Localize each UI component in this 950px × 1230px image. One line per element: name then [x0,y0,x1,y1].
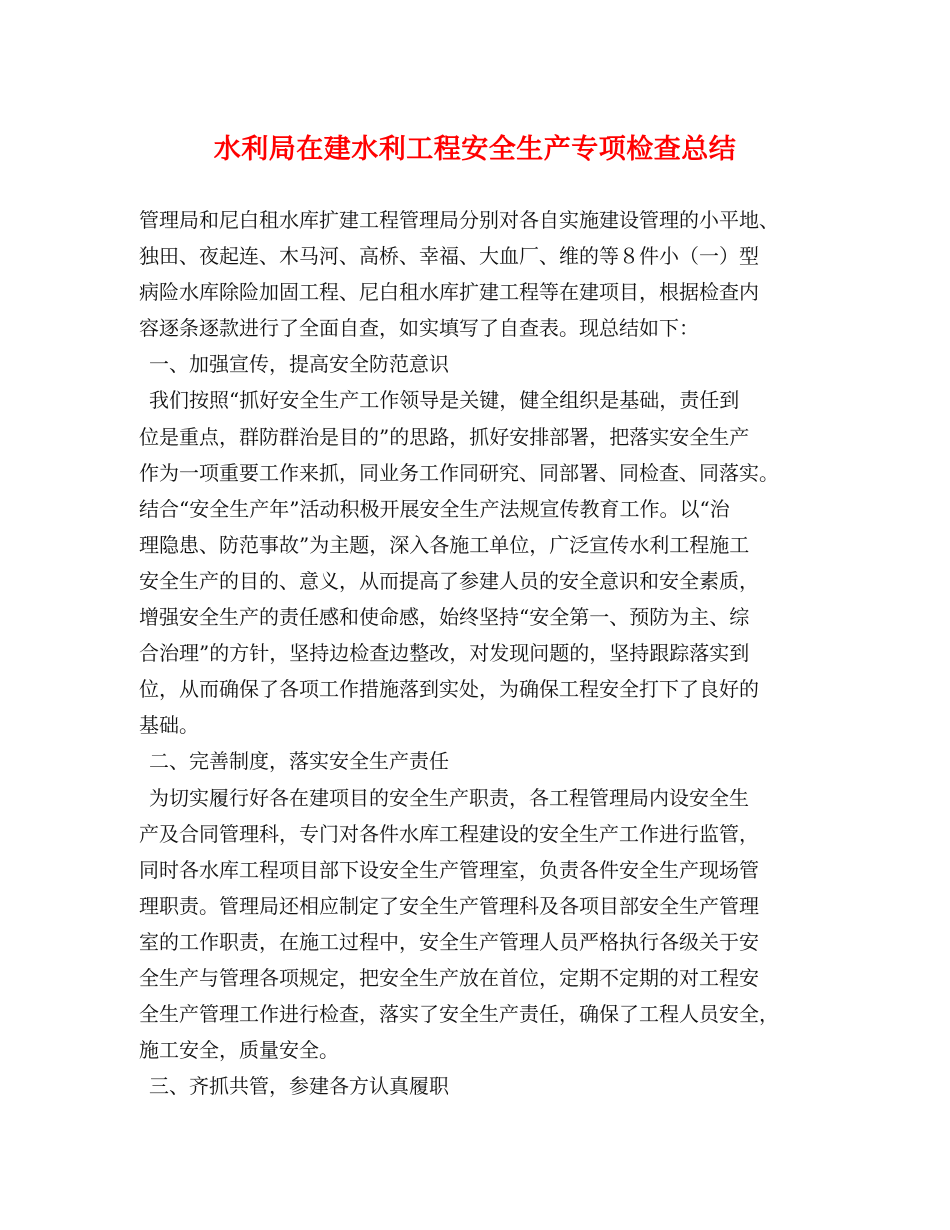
text-line: 增强安全生产的责任感和使命感，始终坚持“安全第一、预防为主、综 [139,605,750,630]
text-line: 独田、夜起连、木马河、高桥、幸福、大血厂、维的等８件小（一）型 [139,244,759,269]
text-line: 病险水库除险加固工程、尼白租水库扩建工程等在建项目，根据检查内 [139,280,759,305]
text-line: 二、完善制度，落实安全生产责任 [149,749,449,774]
text-line: 容逐条逐款进行了全面自查，如实填写了自查表。现总结如下： [139,316,699,341]
text-line: 全生产管理工作进行检查，落实了安全生产责任，确保了工程人员安全， [139,1002,779,1027]
text-line: 我们按照“抓好安全生产工作领导是关键，健全组织是基础，责任到 [149,388,740,413]
text-line: 作为一项重要工作来抓，同业务工作同研究、同部署、同检查、同落实。 [139,460,779,485]
text-line: 位是重点，群防群治是目的”的思路，抓好安排部署，把落实安全生产 [139,424,750,449]
text-line: 结合“安全生产年”活动积极开展安全生产法规宣传教育工作。以“治 [139,496,730,521]
text-line: 同时各水库工程项目部下设安全生产管理室，负责各件安全生产现场管 [139,857,759,882]
text-line: 安全生产的目的、意义，从而提高了参建人员的安全意识和安全素质， [139,568,759,593]
text-line: 理职责。管理局还相应制定了安全生产管理科及各项目部安全生产管理 [139,893,759,918]
text-line: 施工安全，质量安全。 [139,1038,339,1063]
text-line: 三、齐抓共管，参建各方认真履职 [149,1074,449,1099]
text-line: 为切实履行好各在建项目的安全生产职责，各工程管理局内设安全生 [149,785,749,810]
text-line: 全生产与管理各项规定，把安全生产放在首位，定期不定期的对工程安 [139,965,759,990]
text-line: 管理局和尼白租水库扩建工程管理局分别对各自实施建设管理的小平地、 [139,208,779,232]
text-line: 合治理”的方针，坚持边检查边整改，对发现问题的，坚持跟踪落实到 [139,641,750,666]
text-line: 理隐患、防范事故”为主题，深入各施工单位，广泛宣传水利工程施工 [139,532,750,557]
document-title: 水利局在建水利工程安全生产专项检查总结 [213,134,737,165]
text-line: 位，从而确保了各项工作措施落到实处，为确保工程安全打下了良好的 [139,677,759,702]
text-line: 基础。 [139,713,199,738]
document-body [139,202,839,1104]
text-line: 产及合同管理科，专门对各件水库工程建设的安全生产工作进行监管， [139,821,759,846]
text-line: 室的工作职责，在施工过程中，安全生产管理人员严格执行各级关于安 [139,929,759,954]
text-line: 一、加强宣传，提高安全防范意识 [149,352,449,377]
